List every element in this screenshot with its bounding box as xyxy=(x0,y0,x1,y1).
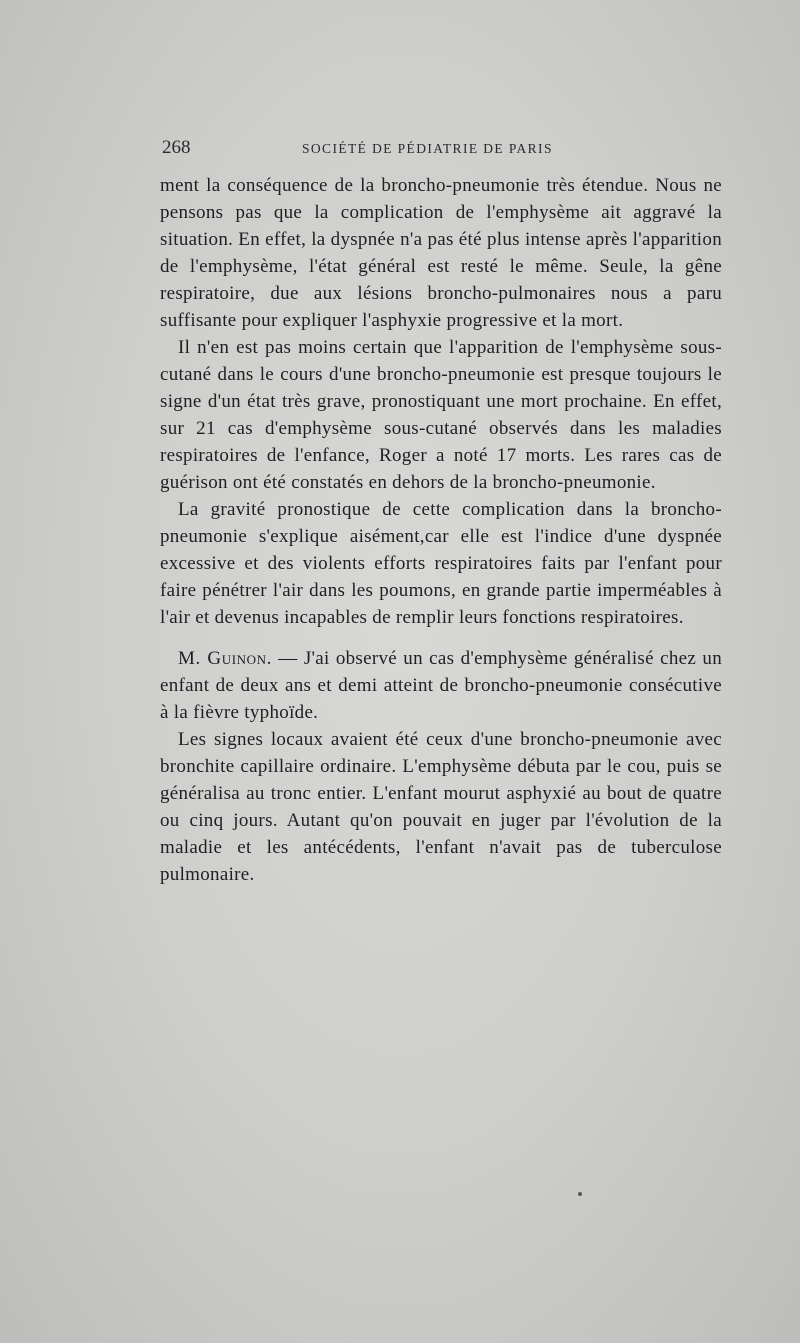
paragraph-5 xyxy=(160,726,722,888)
page-number: 268 xyxy=(162,137,191,158)
paragraph-4-text: — J'ai observé un cas d'emphysème généralisé chez un enfant de deux ans et demi atteint de broncho-pneumonie consécutive à la fièvre typhoïde. xyxy=(160,648,723,723)
paragraph-1 xyxy=(160,172,722,334)
speaker-name: M. Guinon. xyxy=(178,648,272,669)
page-header xyxy=(162,137,582,167)
paragraph-2-text: Il n'en est pas moins certain que l'apparition de l'emphysème sous-cutané dans le cours d'une broncho-pneumonie est presque toujours le signe d'un état très grave, pronostiquant une mort prochaine. En effet, sur 21 cas d'emphysème sous-cutané observés dans les maladies respiratoires de l'enfance, Roger a noté 17 morts. Les rares cas de guérison ont été constatés en dehors de la broncho-pneumonie. xyxy=(160,337,722,493)
body-text xyxy=(160,172,722,888)
paragraph-1-text: ment la conséquence de la broncho-pneumonie très étendue. Nous ne pensons pas que la complication de l'emphysème ait aggravé la situation. En effet, la dyspnée n'a pas été plus intense après l'apparition de l'emphysème, l'état général est resté le même. Seule, la gêne respiratoire, due aux lésions broncho-pulmonaires nous a paru suffisante pour expliquer l'asphyxie progressive et la mort. xyxy=(160,175,722,331)
ink-speck xyxy=(578,1192,582,1196)
paragraph-2 xyxy=(160,334,722,496)
paragraph-3-text: La gravité pronostique de cette complication dans la broncho-pneumonie s'explique aisément,car elle est l'indice d'une dyspnée excessive et des violents efforts respiratoires faits par l'enfant pour faire pénétrer l'air dans les poumons, en grande partie imperméables à l'air et devenus incapables de remplir leurs fonctions respiratoires. xyxy=(160,499,722,628)
paragraph-3 xyxy=(160,496,722,631)
running-title: SOCIÉTÉ DE PÉDIATRIE DE PARIS xyxy=(302,141,553,156)
paragraph-5-text: Les signes locaux avaient été ceux d'une broncho-pneumonie avec bronchite capillaire ordinaire. L'emphysème débuta par le cou, puis se généralisa au tronc entier. L'enfant mourut asphyxié au bout de quatre ou cinq jours. Autant qu'on pouvait en juger par l'évolution de la maladie et les antécédents, l'enfant n'avait pas de tuberculose pulmonaire. xyxy=(160,729,722,885)
paragraph-4 xyxy=(160,645,722,726)
